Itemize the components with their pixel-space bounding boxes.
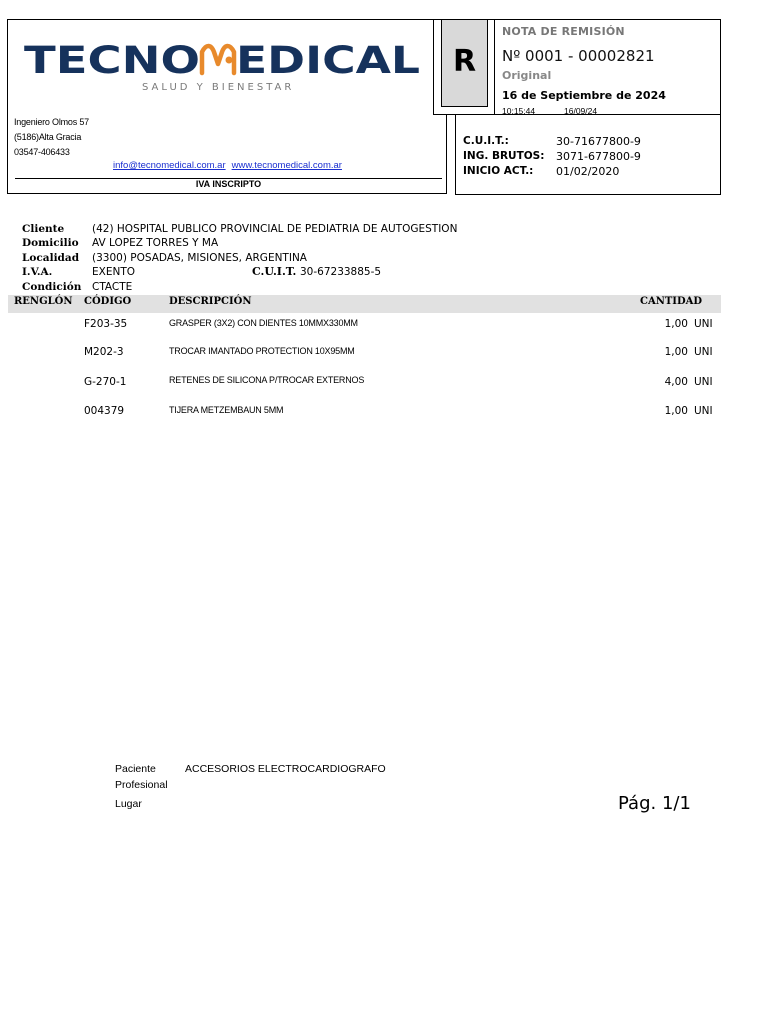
domicilio-label: Domicilio [22, 237, 79, 249]
website-link[interactable]: www.tecnomedical.com.ar [231, 160, 342, 171]
row-quantity: 1,00 [664, 318, 688, 330]
company-logo [22, 36, 422, 96]
row-unit: UNI [694, 405, 713, 417]
cliente-value: (42) HOSPITAL PUBLICO PROVINCIAL DE PEDIATRIA DE AUTOGESTION [92, 223, 458, 235]
row-code: M202-3 [84, 346, 124, 358]
row-description: TIJERA METZEMBAUN 5MM [169, 405, 284, 415]
document-copy: Original [502, 69, 552, 82]
localidad-label: Localidad [22, 252, 80, 264]
row-code: G-270-1 [84, 376, 127, 388]
domicilio-value: AV LOPEZ TORRES Y MA [92, 237, 219, 249]
header-cantidad: CANTIDAD [640, 296, 703, 307]
cuit-label: C.U.I.T.: [463, 135, 509, 147]
logo-text-left: TECNO [24, 39, 201, 82]
localidad-value: (3300) POSADAS, MISIONES, ARGENTINA [92, 252, 307, 264]
logo-text-right: EDICAL [236, 39, 420, 82]
company-address: Ingeniero Olmos 57 [14, 117, 89, 127]
condicion-value: CTACTE [92, 281, 133, 293]
logo-m-icon [202, 46, 234, 73]
header-renglon: RENGLÓN [14, 296, 73, 307]
iva-status: IVA INSCRIPTO [195, 179, 262, 189]
company-phone: 03547-406433 [14, 147, 70, 157]
ib-label: ING. BRUTOS: [463, 150, 545, 162]
cliente-label: Cliente [22, 223, 65, 235]
lugar-label: Lugar [115, 798, 142, 810]
cuit-value: 30-71677800-9 [556, 135, 641, 148]
row-description: GRASPER (3X2) CON DIENTES 10MMX330MM [169, 318, 358, 328]
row-quantity: 4,00 [664, 376, 688, 388]
header-descripcion: DESCRIPCIÓN [169, 296, 252, 307]
row-quantity: 1,00 [664, 405, 688, 417]
profesional-label: Profesional [115, 779, 168, 791]
paciente-value: ACCESORIOS ELECTROCARDIOGRAFO [185, 763, 386, 775]
row-unit: UNI [694, 376, 713, 388]
condicion-label: Condición [22, 281, 82, 293]
paciente-label: Paciente [115, 763, 156, 775]
row-code: 004379 [84, 405, 125, 417]
row-description: TROCAR IMANTADO PROTECTION 10X95MM [169, 346, 355, 356]
document-short-date: 16/09/24 [564, 106, 598, 116]
iva-value: EXENTO [92, 266, 135, 278]
row-unit: UNI [694, 318, 713, 330]
start-label: INICIO ACT.: [463, 165, 534, 177]
company-links [113, 160, 348, 171]
row-description: RETENES DE SILICONA P/TROCAR EXTERNOS [169, 375, 365, 385]
document-date: 16 de Septiembre de 2024 [502, 89, 666, 102]
row-quantity: 1,00 [664, 346, 688, 358]
logo-tagline: SALUD Y BIENESTAR [142, 82, 295, 93]
header-codigo: CÓDIGO [84, 296, 132, 307]
row-code: F203-35 [84, 318, 128, 330]
client-cuit-value: 30-67233885-5 [300, 266, 382, 278]
document-type: NOTA DE REMISIÓN [502, 25, 625, 38]
document-time: 10:15:44 [502, 106, 536, 116]
email-link[interactable]: info@tecnomedical.com.ar [113, 160, 226, 171]
client-cuit-label: C.U.I.T. [252, 265, 297, 278]
start-value: 01/02/2020 [556, 165, 620, 178]
company-city: (5186)Alta Gracia [14, 132, 82, 142]
document-number: Nº 0001 - 00002821 [502, 47, 655, 65]
ib-value: 3071-677800-9 [556, 150, 641, 163]
iva-label: I.V.A. [22, 266, 53, 278]
document-letter: R [441, 19, 488, 107]
row-unit: UNI [694, 346, 713, 358]
page-number: Pág. 1/1 [618, 793, 691, 814]
